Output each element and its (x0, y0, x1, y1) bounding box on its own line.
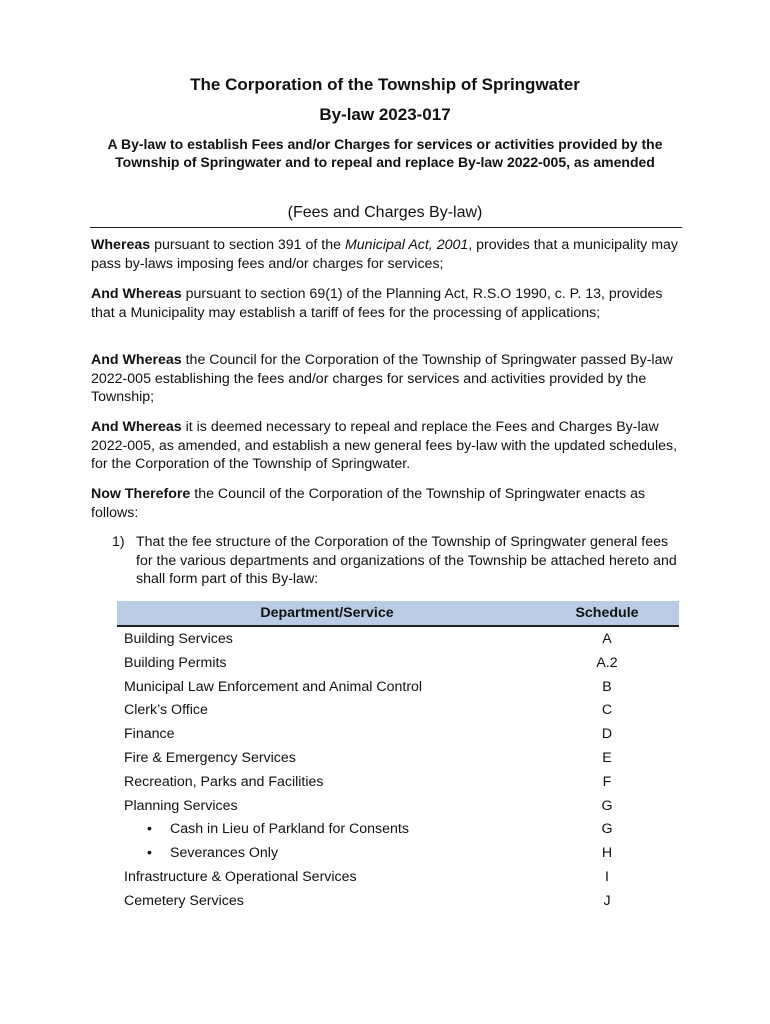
paragraph-text: pursuant to section 69(1) of the Planning Act, R.S.O 1990, c. P. 13, provides that a Municipality may establish a tariff of fees for the processing of applications; (91, 286, 663, 321)
document-title: The Corporation of the Township of Springwater (190, 75, 580, 94)
table-row (117, 746, 679, 770)
paragraph-italic: Municipal Act, 2001 (344, 237, 469, 253)
table-row (117, 698, 679, 722)
table-row (117, 865, 679, 889)
row-schedule: G (601, 821, 613, 838)
row-schedule: J (603, 892, 611, 909)
row-schedule: D (601, 726, 613, 743)
row-service: Clerk’s Office (124, 702, 208, 719)
enactment-item-1 (112, 533, 682, 589)
whereas-paragraph-4 (91, 418, 683, 474)
row-service: Cemetery Services (124, 892, 244, 909)
title-divider (90, 227, 682, 228)
table-header (117, 601, 679, 627)
row-service: Cash in Lieu of Parkland for Consents (170, 821, 409, 838)
paragraph-text: the Council of the Corporation of the Township of Springwater enacts as follows: (91, 486, 646, 521)
row-schedule: E (602, 749, 612, 766)
whereas-paragraph-3 (91, 351, 683, 407)
row-schedule: A.2 (596, 654, 618, 671)
row-service: Building Services (124, 631, 233, 647)
table-row-subitem (117, 841, 679, 865)
header-schedule: Schedule (575, 605, 639, 621)
row-schedule: A (602, 631, 612, 647)
paragraph-text: , provides that a municipality may pass by-laws imposing fees and/or charges for services; (91, 237, 679, 272)
bullet-icon: • (147, 845, 152, 862)
row-schedule: C (601, 702, 613, 719)
row-service: Planning Services (124, 797, 238, 814)
table-row (117, 651, 679, 675)
row-schedule: I (605, 868, 609, 885)
whereas-paragraph-1 (91, 236, 683, 273)
now-therefore-paragraph (91, 485, 683, 522)
row-service: Severances Only (170, 845, 279, 862)
row-service: Municipal Law Enforcement and Animal Control (124, 678, 423, 695)
table-row (117, 794, 679, 818)
table-row (117, 770, 679, 794)
bylaw-number: By-law 2023-017 (319, 105, 451, 124)
header-department-service: Department/Service (260, 605, 394, 621)
paragraph-lead: And Whereas (91, 352, 182, 368)
whereas-paragraph-2 (91, 285, 683, 322)
table-row (117, 627, 679, 651)
row-schedule: H (601, 845, 613, 862)
paragraph-text: it is deemed necessary to repeal and replace the Fees and Charges By-law 2022-005, as amended, and establish a new general fees by-law with the updated schedules, for the Corporation of the Township of Springwater. (91, 419, 678, 472)
schedule-table (117, 601, 679, 913)
row-schedule: B (602, 678, 612, 695)
paragraph-lead: Now Therefore (91, 486, 191, 502)
item-text: That the fee structure of the Corporation of the Township of Springwater general fees for the various departments and organizations of the Township be attached hereto and shall form part of this By-law: (136, 534, 677, 587)
paragraph-lead: And Whereas (91, 286, 182, 302)
row-service: Recreation, Parks and Facilities (124, 773, 324, 790)
paragraph-text: the Council for the Corporation of the Township of Springwater passed By-law 2022-005 establishing the fees and/or charges for services and activities provided by the Township; (91, 352, 673, 405)
short-title: (Fees and Charges By-law) (287, 204, 483, 221)
paragraph-lead: Whereas (91, 237, 151, 253)
table-row (117, 722, 679, 746)
bullet-icon: • (147, 821, 152, 838)
table-row-subitem (117, 817, 679, 841)
row-service: Building Permits (124, 654, 227, 671)
row-service: Infrastructure & Operational Services (124, 868, 357, 885)
row-schedule: G (601, 797, 613, 814)
row-service: Fire & Emergency Services (124, 749, 296, 766)
item-number: 1) (112, 534, 125, 550)
bylaw-subtitle: A By-law to establish Fees and/or Charges for services or activities provided by the Township of Springwater and to repeal and replace By-law 2022-005, as amended (107, 136, 663, 170)
paragraph-lead: And Whereas (91, 419, 182, 435)
table-row (117, 889, 679, 913)
table-row (117, 675, 679, 699)
row-service: Finance (124, 726, 175, 743)
paragraph-text: pursuant to section 391 of the (150, 237, 345, 253)
row-schedule: F (602, 773, 612, 790)
